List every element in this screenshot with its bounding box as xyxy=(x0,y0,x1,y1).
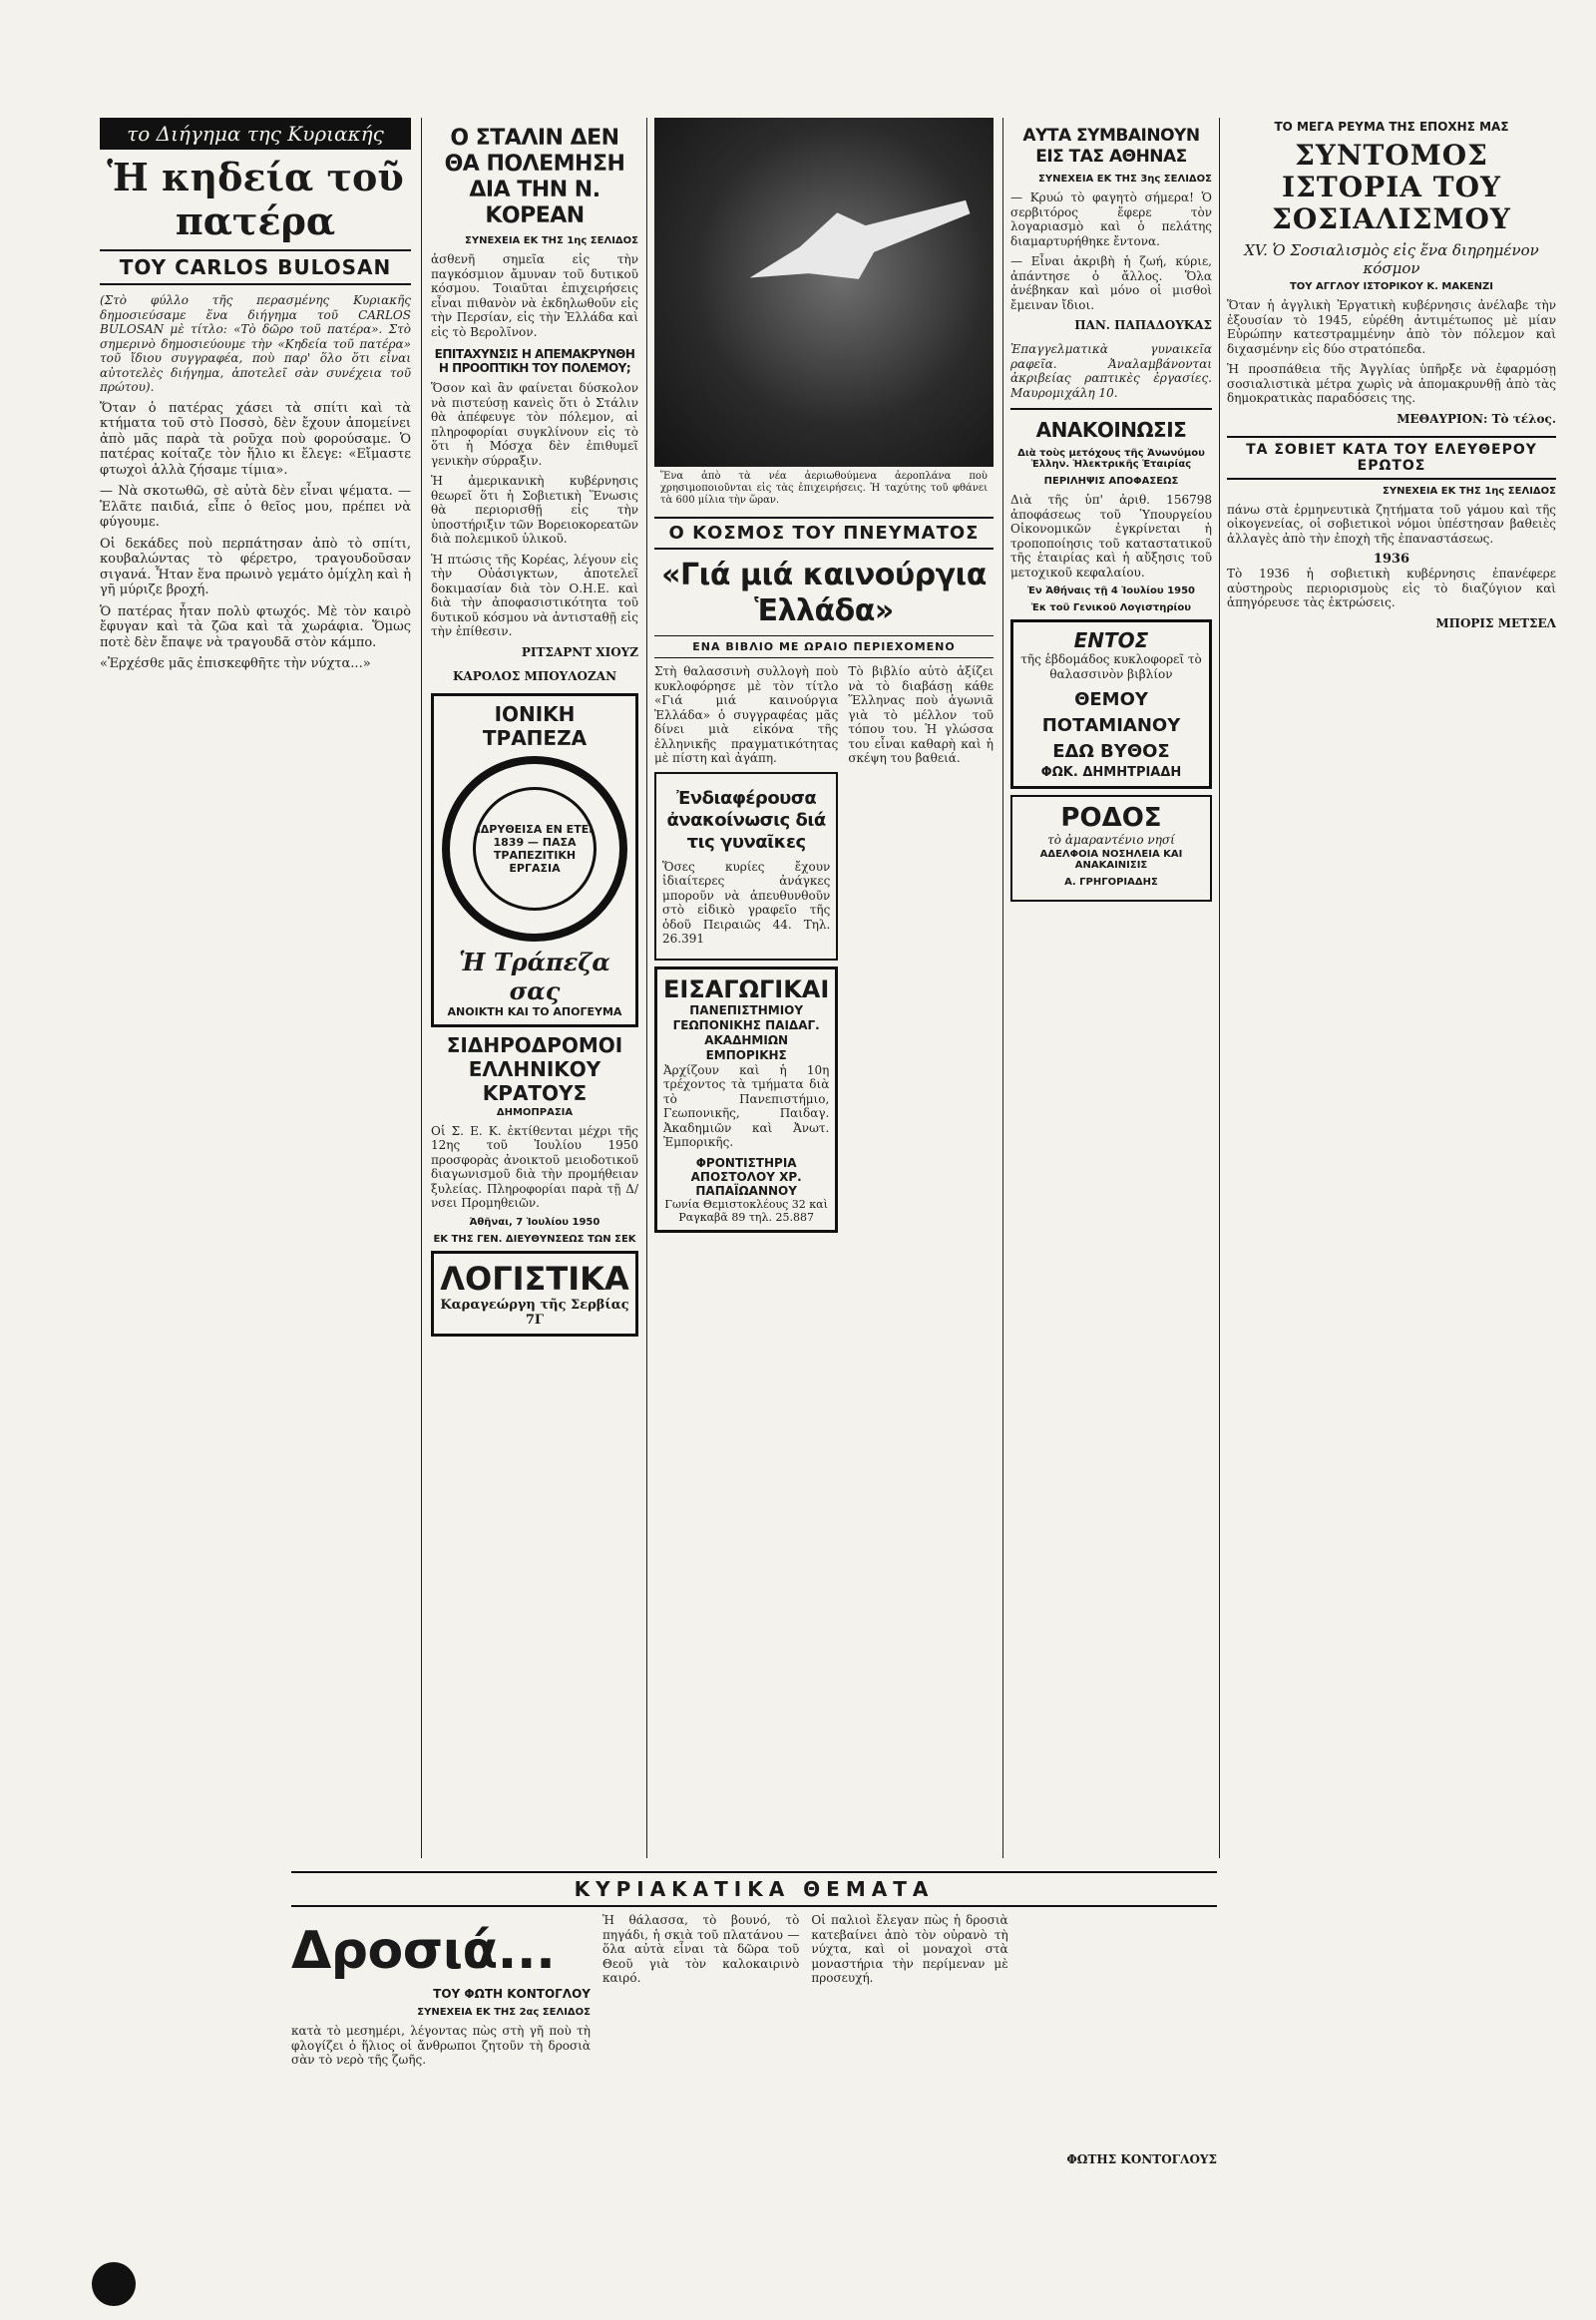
women-notice xyxy=(654,772,838,961)
column-divider xyxy=(421,118,422,1858)
women-notice-text: Ὅσες κυρίες ἔχουν ἰδιαίτερες ἀνάγκες μποροῦν νὰ ἀπευθυνθοῦν στὸ εἰδικὸ γραφεῖο τῆς ὁδοῦ Πειραιῶς 44. Τηλ. 26.391 xyxy=(662,859,831,946)
soviet-year: 1936 xyxy=(1373,552,1410,567)
exam-title: ΕΙΣΑΓΩΓΙΚΑΙ xyxy=(663,974,830,1003)
announcement-sub2: ΠΕΡΙΛΗΨΙΣ ΑΠΟΦΑΣΕΩΣ xyxy=(1043,476,1179,487)
jet-photo xyxy=(654,118,994,467)
book-ad-name: ΘΕΜΟΥ ΠΟΤΑΜΙΑΝΟΥ ΕΔΩ ΒΥΘΟΣ xyxy=(1041,689,1181,762)
rodos-ad-name: Α. ΓΡΗΓΟΡΙΑΔΗΣ xyxy=(1064,877,1158,888)
rail-ad-text: Οἱ Σ. Ε. Κ. ἐκτίθενται μέχρι τῆς 12ης τοῦ Ἰουλίου 1950 προσφορὰς ἀνοικτοῦ μειοδοτικοῦ διαγωνισμοῦ διὰ τὴν προμήθειαν ξυλείας. Πληροφορίαι παρὰ τῇ Δ/νσει Προμηθειῶν. xyxy=(431,1123,638,1210)
continuation-note: ΣΥΝΕΧΕΙΑ ΕΚ ΤΗΣ 1ης ΣΕΛΙΔΟΣ xyxy=(465,235,638,246)
continuation-note: ΣΥΝΕΧΕΙΑ ΕΚ ΤΗΣ 1ης ΣΕΛΙΔΟΣ xyxy=(1383,485,1556,497)
story-author: TOY CARLOS BULOSAN xyxy=(100,249,411,285)
rail-ad-date: Ἀθῆναι, 7 Ἰουλίου 1950 xyxy=(469,1216,600,1228)
jet-aircraft xyxy=(739,174,979,311)
column-divider xyxy=(646,118,647,1858)
soviet-headline: ΤΑ ΣΟΒΙΕΤ ΚΑΤΑ ΤΟΥ ΕΛΕΥΘΕΡΟΥ ΕΡΩΤΟΣ xyxy=(1227,436,1556,480)
exam-ad xyxy=(654,967,838,1233)
city-headline: ΑΥΤΑ ΣΥΜΒΑΙΝΟΥΝ ΕΙΣ ΤΑΣ ΑΘΗΝΑΣ xyxy=(1022,126,1200,167)
story-paragraph: Ὁ πατέρας ἦταν πολὺ φτωχός. Μὲ τὸν καιρὸ ἔφυγαν καὶ τὰ ζῶα καὶ τὰ χωράφια. Ὅμως ποτὲ δὲν ἔπαψε νὰ τραγουδᾶ στὸν κάμπο. xyxy=(100,603,411,650)
women-notice-title: Ἐνδιαφέρουσα ἀνακοίνωσις διά τις γυναῖκες xyxy=(666,787,826,853)
bank-tagline: Ἡ Τράπεζα σας xyxy=(459,947,610,1005)
announcement-sub: Διὰ τοὺς μετόχους τῆς Ἀνωνύμου Ἑλλην. Ἠλεκτρικῆς Ἑταιρίας xyxy=(1017,448,1205,470)
city-paragraph: — Κρυώ τὸ φαγητὸ σήμερα! Ὁ σερβιτόρος ἔφερε τὸν λογαριασμὸ καὶ ὁ πελάτης διαμαρτυρήθηκε ἔντονα. xyxy=(1010,191,1212,248)
history-kicker: ΤΟ ΜΕΓΑ ΡΕΥΜΑ ΤΗΣ ΕΠΟΧΗΣ ΜΑΣ xyxy=(1274,120,1509,134)
story-intro: (Στὸ φύλλο τῆς περασμένης Κυριακῆς δημοσιεύσαμε ἕνα διήγημα τοῦ CARLOS BULOSAN μὲ τίτλο: «Τὸ δῶρο τοῦ πατέρα». Στὸ σημερινὸ δημοσιεύουμε τὴν «Κηδεία τοῦ πατέρα» τοῦ ἴδιου συγγραφέα, ποὺ παρ' ὅλο ὅτι εἶναι αὐτοτελὲς διήγημα, ἀποτελεῖ σὰν συνέχεια τοῦ πρώτου). xyxy=(100,293,411,394)
exam-text: Ἀρχίζουν καὶ ἡ 10η τρέχοντος τὰ τμήματα διὰ τὸ Πανεπιστήμιο, Γεωπονικῆς, Παιδαγ. Ἀκαδημιῶν καὶ Ἀνωτ. Ἐμπορικῆς. xyxy=(663,1062,830,1149)
history-column xyxy=(1227,118,1556,2262)
soviet-paragraph: πάνω στὰ ἑρμηνευτικὰ ζητήματα τοῦ γάμου καὶ τῆς οἰκογενείας, οἱ σοβιετικοὶ νόμοι ὑπέστησαν βαθειὲς ἀλλαγὲς ἀπὸ τὴν ἐποχὴ τῆς ἐπαναστάσεως. xyxy=(1227,502,1556,546)
announcement-text: Διὰ τῆς ὑπ' ἀριθ. 156798 ἀποφάσεως τοῦ Ὑπουργείου Οἰκονομικῶν ἐγκρίνεται ἡ τροποποίησις τοῦ καταστατικοῦ τῆς ἑταιρίας καὶ ἡ αὔξησις τοῦ μετοχικοῦ κεφαλαίου. xyxy=(1010,493,1212,580)
history-byline: ΤΟΥ ΑΓΓΛΟΥ ΙΣΤΟΡΙΚΟΥ Κ. ΜΑΚΕΝΖΙ xyxy=(1289,281,1494,292)
column-divider xyxy=(1002,118,1003,1858)
book-ad xyxy=(1010,619,1212,789)
section-title: Ο ΚΟΣΜΟΣ ΤΟΥ ΠΝΕΥΜΑΤΟΣ xyxy=(654,517,994,550)
announcement-title: ΑΝΑΚΟΙΝΩΣΙΣ xyxy=(1035,418,1187,442)
sunday-author: ΤΟΥ ΦΩΤΗ ΚΟΝΤΟΓΛΟΥ xyxy=(433,1987,591,2001)
bank-seal-logo xyxy=(442,756,627,942)
city-column xyxy=(1010,118,1212,1858)
continuation-note: ΣΥΝΕΧΕΙΑ ΕΚ ΤΗΣ 2ας ΣΕΛΙΔΟΣ xyxy=(417,2007,591,2018)
announcement-date: Ἐν Ἀθήναις τῇ 4 Ἰουλίου 1950 xyxy=(1027,585,1195,596)
book-ad-publisher: ΦΩΚ. ΔΗΜΗΤΡΙΑΔΗ xyxy=(1040,765,1182,780)
book-ad-text: τῆς ἑβδομάδος κυκλοφορεῖ τὸ θαλασσινὸν βιβλίον xyxy=(1020,652,1202,681)
feature-headline: «Γιά μιά καινούργια Ἑλλάδα» xyxy=(661,558,987,628)
sunday-feature xyxy=(291,1865,1217,2294)
rodos-subtitle: τὸ ἀμαραντένιο νησί xyxy=(1047,833,1175,847)
news-paragraph: ἀσθενῆ σημεῖα εἰς τὴν παγκόσμιον ἄμυναν τοῦ δυτικοῦ κόσμου. Τοιαῦται ἐπιχειρήσεις εἶναι πιθανὸν νὰ ἐκδηλωθοῦν εἰς τὴν Περσίαν, εἰς τὴν Ἑλλάδα καὶ εἰς τὸ Βερολῖνον. xyxy=(431,252,638,339)
sunday-signature: ΦΩΤΗΣ ΚΟΝΤΟΓΛΟΥΣ xyxy=(1066,2152,1217,2166)
soviet-signature: ΜΠΟΡΙΣ ΜΕΤΣΕΛ xyxy=(1435,615,1556,630)
news-signature: ΡΙΤΣΑΡΝΤ ΧΙΟΥΖ xyxy=(521,644,638,659)
rail-ad-title: ΣΙΔΗΡΟΔΡΟΜΟΙ ΕΛΛΗΝΙΚΟΥ ΚΡΑΤΟΥΣ xyxy=(446,1032,623,1105)
soviet-paragraph: Τὸ 1936 ἡ σοβιετικὴ κυβέρνησις ἐπανέφερε αὐστηροὺς περιορισμοὺς εἰς τὸ διαζύγιον καὶ ἀπηγόρευσε τὰς ἐκτρώσεις. xyxy=(1227,567,1556,609)
story-paragraph: Ὅταν ὁ πατέρας χάσει τὰ σπίτι καὶ τὰ κτήματα τοῦ στὸ Ποσσὸ, δὲν ἔχουν ἀπομείνει ἀπὸ μᾶς παρὰ τὰ ροῦχα ποὺ φορούσαμε. Ὁ πατέρας κοίταζε τὸν ἥλιο κι ἔλεγε: «Εἴμαστε φτωχοὶ ἀλλὰ ζήσαμε τίμια». xyxy=(100,400,411,478)
section-rule xyxy=(1010,408,1212,410)
sunday-paragraph: κατὰ τὸ μεσημέρι, λέγοντας πὼς στὴ γῆ ποὺ τὴ φλογίζει ὁ ἥλιος οἱ ἄνθρωποι ζητοῦν τὴ δροσιὰ σὰν τὸ νερὸ τῆς ζωῆς. xyxy=(291,2024,591,2067)
sunday-banner: ΚΥΡΙΑΚΑΤΙΚΑ ΘΕΜΑΤΑ xyxy=(291,1871,1217,1907)
logistics-address: Καραγεώργη τῆς Σερβίας 7Γ xyxy=(440,1297,629,1328)
column-divider xyxy=(1219,118,1220,1858)
city-signature: ΠΑΝ. ΠΑΠΑΔΟΥΚΑΣ xyxy=(1074,318,1212,332)
section-kicker: το Διήγημα της Κυριακής xyxy=(100,118,411,150)
story-paragraph: — Νὰ σκοτωθῶ, σὲ αὐτὰ δὲν εἶναι ψέματα. — Ἐλᾶτε παιδιά, εἶπε ὁ θεῖος μου, πρέπει νὰ φύγουμε. xyxy=(100,484,411,530)
story-paragraph: «Ἐρχέσθε μᾶς ἐπισκεφθῆτε τὴν νύχτα...» xyxy=(100,656,371,671)
feature-column xyxy=(654,118,994,1858)
exam-subtitle: ΠΑΝΕΠΙΣΤΗΜΙΟΥ ΓΕΩΠΟΝΙΚΗΣ ΠΑΙΔΑΓ. ΑΚΑΔΗΜΙΩΝ ΕΜΠΟΡΙΚΗΣ xyxy=(672,1002,820,1062)
rail-ad-sub: ΔΗΜΟΠΡΑΣΙΑ xyxy=(496,1106,574,1118)
history-paragraph: Ὅταν ἡ ἀγγλικὴ Ἐργατικὴ κυβέρνησις ἀνέλαβε τὴν ἐξουσίαν τὸ 1945, εὑρέθη ἀντιμέτωπος μὲ μίαν Εὐρώπην κατεστραμμένην ἀπὸ τὸν πόλεμον καὶ διχασμένην εἰς δύο στρατόπεδα. xyxy=(1227,298,1556,356)
logistics-title: ΛΟΓΙΣΤΙΚΑ xyxy=(440,1259,629,1298)
rodos-ad-text: ΑΔΕΛΦΟΙΑ ΝΟΣΗΛΕΙΑ ΚΑΙ ΑΝΑΚΑΙΝΙΣΙΣ xyxy=(1039,849,1183,871)
sunday-paragraph: Οἱ παλιοὶ ἔλεγαν πὼς ἡ δροσιὰ κατεβαίνει ἀπὸ τὸν οὐρανὸ τὴ νύχτα, καὶ οἱ μοναχοὶ στὰ μοναστήρια τὴν περίμεναν μὲ προσευχή. xyxy=(811,1913,1008,1985)
story-signature: ΚΑΡΟΛΟΣ ΜΠΟΥΛΟΖΑΝ xyxy=(452,668,617,683)
rail-ad-sign: ΕΚ ΤΗΣ ΓΕΝ. ΔΙΕΥΘΥΝΣΕΩΣ ΤΩΝ ΣΕΚ xyxy=(433,1233,636,1245)
news-paragraph: Ἡ πτώσις τῆς Κορέας, λέγουν εἰς τὴν Οὐάσιγκτων, ἀποτελεῖ δοκιμασίαν διὰ τὸν Ο.Η.Ε. καὶ διὰ τὴν ἀποφασιστικότητα τοῦ δυτικοῦ κόσμου νὰ ἀντισταθῇ εἰς τὴν ἐπίθεσιν. xyxy=(431,552,638,638)
exam-address: Γωνία Θεμιστοκλέους 32 καὶ Ραγκαβᾶ 89 τηλ. 25.887 xyxy=(664,1197,828,1224)
photo-caption: Ἕνα ἀπὸ τὰ νέα ἀεριωθούμενα ἀεροπλάνα ποὺ χρησιμοποιοῦνται εἰς τὰς ἐπιχειρήσεις. Ἡ ταχύτης τοῦ φθάνει τὰ 600 μίλια τὴν ὥραν. xyxy=(660,471,988,506)
city-paragraph: — Εἶναι ἀκριβὴ ἡ ζωή, κύριε, ἀπάντησε ὁ ἄλλος. Ὅλα ἀνέβηκαν καὶ μόνο οἱ μισθοὶ ἔμειναν ἴδιοι. xyxy=(1010,254,1212,312)
news-paragraph: Ὅσον καὶ ἂν φαίνεται δύσκολον νὰ πιστεύσῃ κανεὶς ὅτι ὁ Στάλιν θὰ ἀπέφευγε τὸν πόλεμον, αἱ πληροφορίαι συγκλίνουν εἰς τὸ ὅτι ἡ Μόσχα δὲν ἐπιθυμεῖ γενικὴν σύρραξιν. xyxy=(431,381,638,468)
news-column xyxy=(431,118,638,1858)
story-paragraph: Οἱ δεκάδες ποὺ περπάτησαν ἀπὸ τὸ σπίτι, κουβαλώντας τὸ φέρετρο, τραγουδοῦσαν σιγανά. Ἦταν ἕνα πρωινὸ γεμάτο ὁμίχλη καὶ ἡ γῆ μύριζε βροχή. xyxy=(100,536,411,597)
rodos-ad xyxy=(1010,795,1212,902)
sunday-title: Δροσιά... xyxy=(291,1921,556,1981)
rodos-title: ΡΟΔΟΣ xyxy=(1060,803,1162,833)
history-chapter: ΧV. Ὁ Σοσιαλισμὸς εἰς ἕνα διηρημένον κόσμον xyxy=(1244,241,1539,277)
announcement-sign: Ἐκ τοῦ Γενικοῦ Λογιστηρίου xyxy=(1030,602,1192,613)
book-ad-title: ΕΝΤΟΣ xyxy=(1073,628,1149,652)
continuation-note: ΣΥΝΕΧΕΙΑ ΕΚ ΤΗΣ 3ης ΣΕΛΙΔΟΣ xyxy=(1038,174,1212,185)
feature-paragraph: Στὴ θαλασσινὴ συλλογὴ ποὺ κυκλοφόρησε μὲ τὸν τίτλο «Γιά μιά καινούργια Ἑλλάδα» ὁ συγγραφέας μᾶς δίνει μιὰ εἰκόνα τῆς ἑλληνικῆς πραγματικότητας μὲ πίστη καὶ ἀγάπη. xyxy=(654,664,839,765)
exam-school: ΦΡΟΝΤΙΣΤΗΡΙΑ ΑΠΟΣΤΟΛΟΥ ΧΡ. ΠΑΠΑΪΩΑΝΝΟΥ xyxy=(690,1155,802,1198)
classified-ad: Ἐπαγγελματικὰ γυναικεῖα ραφεῖα. Ἀναλαμβάνονται ἀκριβείας ραπτικὲς ἐργασίες. Μαυρομιχάλη 10. xyxy=(1010,342,1212,400)
story-headline: Ἡ κηδεία τοῦ πατέρα xyxy=(107,155,404,243)
history-headline: ΣΥΝΤΟΜΟΣ ΙΣΤΟΡΙΑ ΤΟΥ ΣΟΣΙΑΛΙΣΜΟΥ xyxy=(1272,139,1511,235)
news-headline: Ο ΣΤΑΛΙΝ ΔΕΝ ΘΑ ΠΟΛΕΜΗΣΗ ΔΙΑ ΤΗΝ Ν. ΚΟΡΕΑΝ xyxy=(444,126,625,228)
bank-seal-text: ΙΔΡΥΘΕΙΣΑ ΕΝ ΕΤΕΙ 1839 — ΠΑΣΑ ΤΡΑΠΕΖΙΤΙΚΗ ΕΡΓΑΣΙΑ xyxy=(473,787,597,911)
feature-subtitle: ΕΝΑ ΒΙΒΛΙΟ ΜΕ ΩΡΑΙΟ ΠΕΡΙΕΧΟΜΕΝΟ xyxy=(654,635,994,658)
bank-ad xyxy=(431,693,638,1027)
sunday-paragraph: Ἡ θάλασσα, τὸ βουνό, τὸ πηγάδι, ἡ σκιὰ τοῦ πλατάνου — ὅλα αὐτὰ εἶναι τὰ δῶρα τοῦ Θεοῦ γιὰ τὸν καλοκαιρινὸ καιρό. xyxy=(602,1913,800,1985)
feature-paragraph: Τὸ βιβλίο αὐτὸ ἀξίζει νὰ τὸ διαβάσῃ κάθε Ἕλληνας ποὺ ἀγωνιᾶ γιὰ τὸ μέλλον τοῦ τόπου του. Ἡ γλώσσα του εἶναι καθαρὴ καὶ ἡ σκέψη του βαθειά. xyxy=(848,664,994,765)
bank-name: ΙΟΝΙΚΗ ΤΡΑΠΕΖΑ xyxy=(482,701,588,750)
history-paragraph: Ἡ προσπάθεια τῆς Ἀγγλίας ὑπῆρξε νὰ ἐφαρμόσῃ σοσιαλιστικὰ μέτρα χωρὶς νὰ ἀπομακρυνθῇ ἀπὸ τὰς δημοκρατικὰς παραδόσεις της. xyxy=(1227,362,1556,405)
news-paragraph: Ἡ ἀμερικανικὴ κυβέρνησις θεωρεῖ ὅτι ἡ Σοβιετικὴ Ἕνωσις θὰ περιορισθῇ εἰς τὴν ὑποστήριξιν τῶν Βορειοκορεατῶν διὰ πολεμικοῦ ὑλικοῦ. xyxy=(431,474,638,546)
news-subhead: ΕΠΙΤΑΧΥΝΣΙΣ Η ΑΠΕΜΑΚΡΥΝΘΗ Η ΠΡΟΟΠΤΙΚΗ ΤΟΥ ΠΟΛΕΜΟΥ; xyxy=(434,347,635,375)
ink-stain xyxy=(92,2262,136,2306)
bank-hours: ΑΝΟΙΚΤΗ ΚΑΙ ΤΟ ΑΠΟΓΕΥΜΑ xyxy=(447,1004,622,1018)
logistics-ad xyxy=(431,1251,638,1337)
history-signature: ΜΕΘΑΥΡΙΟΝ: Τὸ τέλος. xyxy=(1396,411,1556,426)
